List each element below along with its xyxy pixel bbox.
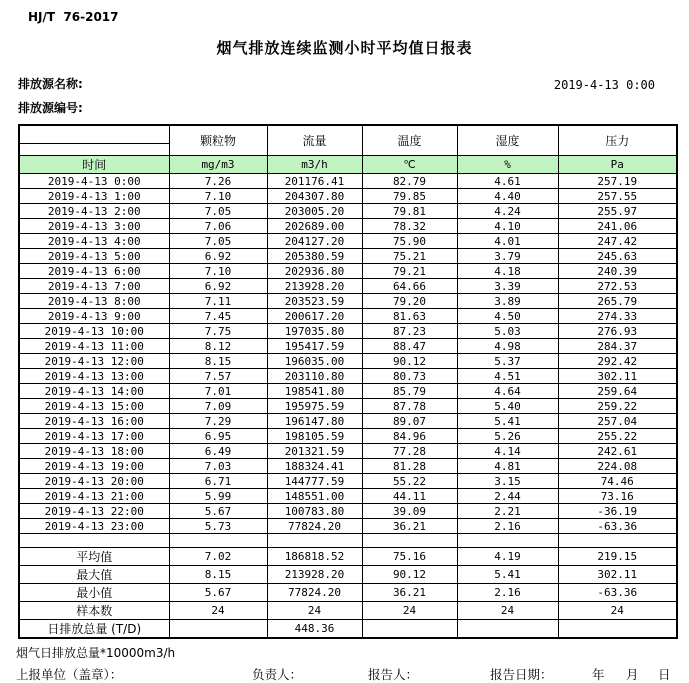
table-row [19, 219, 677, 234]
value-cell: 5.41 [457, 414, 558, 429]
value-cell: 79.21 [362, 264, 457, 279]
value-cell: 8.15 [169, 354, 267, 369]
time-cell: 2019-4-13 7:00 [19, 279, 169, 294]
column-header-particulate: 颗粒物 [169, 125, 267, 156]
value-cell: 24 [267, 602, 362, 620]
value-cell: 81.28 [362, 459, 457, 474]
value-cell: 302.11 [558, 369, 677, 384]
value-cell: 7.11 [169, 294, 267, 309]
value-cell [169, 534, 267, 548]
value-cell: 3.39 [457, 279, 558, 294]
value-cell: 7.05 [169, 204, 267, 219]
value-cell: 75.16 [362, 548, 457, 566]
time-cell: 2019-4-13 10:00 [19, 324, 169, 339]
value-cell: 100783.80 [267, 504, 362, 519]
value-cell: 204127.20 [267, 234, 362, 249]
value-cell: 84.96 [362, 429, 457, 444]
time-cell: 2019-4-13 8:00 [19, 294, 169, 309]
value-cell: 3.79 [457, 249, 558, 264]
value-cell: 259.64 [558, 384, 677, 399]
value-cell: 24 [457, 602, 558, 620]
value-cell [169, 620, 267, 639]
time-cell: 2019-4-13 21:00 [19, 489, 169, 504]
value-cell [457, 534, 558, 548]
time-header: 时间 [19, 156, 169, 174]
value-cell: 148551.00 [267, 489, 362, 504]
column-header-humidity: 湿度 [457, 125, 558, 156]
sum-label: 最小值 [19, 584, 169, 602]
value-cell: 7.05 [169, 234, 267, 249]
year-label: 年 [592, 667, 605, 682]
value-cell: 55.22 [362, 474, 457, 489]
table-row [19, 174, 677, 189]
value-cell: 24 [362, 602, 457, 620]
source-name-label: 排放源名称: [18, 77, 83, 91]
value-cell: 255.22 [558, 429, 677, 444]
time-cell: 2019-4-13 2:00 [19, 204, 169, 219]
value-cell [558, 534, 677, 548]
value-cell: 224.08 [558, 459, 677, 474]
table-row [19, 519, 677, 534]
value-cell: 6.92 [169, 279, 267, 294]
value-cell: 75.21 [362, 249, 457, 264]
value-cell: 257.04 [558, 414, 677, 429]
value-cell: 5.40 [457, 399, 558, 414]
value-cell: 36.21 [362, 519, 457, 534]
value-cell: 7.57 [169, 369, 267, 384]
unit-pressure: Pa [558, 156, 677, 174]
unit-row [19, 156, 677, 174]
unit-temperature: ℃ [362, 156, 457, 174]
source-code-label: 排放源编号: [18, 101, 83, 115]
reporter-label: 报告人： [368, 667, 419, 682]
report-date-label: 报告日期： [490, 667, 553, 682]
value-cell: 197035.80 [267, 324, 362, 339]
column-header-pressure: 压力 [558, 125, 677, 156]
value-cell: 90.12 [362, 566, 457, 584]
table-row [19, 204, 677, 219]
responsible-label: 负责人： [252, 667, 303, 682]
value-cell: 39.09 [362, 504, 457, 519]
value-cell: 7.45 [169, 309, 267, 324]
value-cell: 73.16 [558, 489, 677, 504]
value-cell: 204307.80 [267, 189, 362, 204]
value-cell: 75.90 [362, 234, 457, 249]
table-row [19, 444, 677, 459]
value-cell: 3.15 [457, 474, 558, 489]
time-cell: 2019-4-13 3:00 [19, 219, 169, 234]
value-cell: 202689.00 [267, 219, 362, 234]
value-cell: 198105.59 [267, 429, 362, 444]
value-cell: 77824.20 [267, 584, 362, 602]
value-cell: 5.99 [169, 489, 267, 504]
value-cell: 7.29 [169, 414, 267, 429]
value-cell: 240.39 [558, 264, 677, 279]
time-cell: 2019-4-13 9:00 [19, 309, 169, 324]
sum-label: 日排放总量 (T/D) [19, 620, 169, 639]
unit-humidity: % [457, 156, 558, 174]
table-row [19, 339, 677, 354]
summary-row [19, 620, 677, 639]
value-cell: 80.73 [362, 369, 457, 384]
value-cell: 259.22 [558, 399, 677, 414]
value-cell: 90.12 [362, 354, 457, 369]
time-cell: 2019-4-13 16:00 [19, 414, 169, 429]
value-cell: 74.46 [558, 474, 677, 489]
value-cell: 2.21 [457, 504, 558, 519]
value-cell: 4.19 [457, 548, 558, 566]
time-cell: 2019-4-13 15:00 [19, 399, 169, 414]
value-cell: 7.75 [169, 324, 267, 339]
table-row [19, 189, 677, 204]
meta-row2 [18, 97, 689, 116]
value-cell [457, 620, 558, 639]
value-cell: 5.41 [457, 566, 558, 584]
time-cell: 2019-4-13 20:00 [19, 474, 169, 489]
column-header-temperature: 温度 [362, 125, 457, 156]
unit-particulate: mg/m3 [169, 156, 267, 174]
time-cell: 2019-4-13 22:00 [19, 504, 169, 519]
value-cell: 200617.20 [267, 309, 362, 324]
value-cell: 2.44 [457, 489, 558, 504]
value-cell [267, 534, 362, 548]
value-cell: 7.10 [169, 189, 267, 204]
spacer-row [19, 534, 677, 548]
value-cell: 144777.59 [267, 474, 362, 489]
time-cell: 2019-4-13 23:00 [19, 519, 169, 534]
value-cell: 265.79 [558, 294, 677, 309]
table-row [19, 264, 677, 279]
summary-row [19, 566, 677, 584]
value-cell: 2.16 [457, 584, 558, 602]
value-cell: 2.16 [457, 519, 558, 534]
table-body [19, 174, 677, 639]
value-cell: 79.85 [362, 189, 457, 204]
time-cell: 2019-4-13 4:00 [19, 234, 169, 249]
value-cell: 7.26 [169, 174, 267, 189]
value-cell: 213928.20 [267, 279, 362, 294]
value-cell: 202936.80 [267, 264, 362, 279]
time-cell: 2019-4-13 19:00 [19, 459, 169, 474]
value-cell: 4.10 [457, 219, 558, 234]
value-cell: 242.61 [558, 444, 677, 459]
value-cell: 6.71 [169, 474, 267, 489]
value-cell: 5.37 [457, 354, 558, 369]
value-cell: 24 [558, 602, 677, 620]
value-cell: 3.89 [457, 294, 558, 309]
value-cell: 203523.59 [267, 294, 362, 309]
value-cell: 88.47 [362, 339, 457, 354]
value-cell: 241.06 [558, 219, 677, 234]
value-cell: 4.14 [457, 444, 558, 459]
value-cell: 7.01 [169, 384, 267, 399]
value-cell: 276.93 [558, 324, 677, 339]
table-row [19, 489, 677, 504]
report-datetime: 2019-4-13 0:00 [553, 78, 655, 92]
value-cell: 292.42 [558, 354, 677, 369]
value-cell: 7.09 [169, 399, 267, 414]
value-cell: 4.51 [457, 369, 558, 384]
value-cell: 5.26 [457, 429, 558, 444]
value-cell: 448.36 [267, 620, 362, 639]
table-row [19, 429, 677, 444]
value-cell: 79.20 [362, 294, 457, 309]
time-header-upper-cell [19, 125, 169, 144]
time-cell: 2019-4-13 0:00 [19, 174, 169, 189]
value-cell: -36.19 [558, 504, 677, 519]
report-title: 烟气排放连续监测小时平均值日报表 [216, 39, 473, 57]
table-row [19, 504, 677, 519]
sum-label: 平均值 [19, 548, 169, 566]
time-cell: 2019-4-13 18:00 [19, 444, 169, 459]
summary-row [19, 602, 677, 620]
sum-label: 最大值 [19, 566, 169, 584]
value-cell: 89.07 [362, 414, 457, 429]
total-emission-note: 烟气日排放总量*10000m3/h [16, 646, 176, 660]
time-cell: 2019-4-13 17:00 [19, 429, 169, 444]
table-row [19, 234, 677, 249]
value-cell: 186818.52 [267, 548, 362, 566]
value-cell: 87.23 [362, 324, 457, 339]
table-row [19, 369, 677, 384]
value-cell: 5.67 [169, 584, 267, 602]
time-cell: 2019-4-13 11:00 [19, 339, 169, 354]
time-cell: 2019-4-13 13:00 [19, 369, 169, 384]
value-cell: 64.66 [362, 279, 457, 294]
value-cell: 4.61 [457, 174, 558, 189]
signature-row [0, 663, 689, 683]
table-row [19, 294, 677, 309]
table-row [19, 324, 677, 339]
table-row [19, 249, 677, 264]
value-cell: 4.81 [457, 459, 558, 474]
value-cell: 8.15 [169, 566, 267, 584]
value-cell: 188324.41 [267, 459, 362, 474]
time-header-lower-cell [19, 144, 169, 156]
value-cell: 4.24 [457, 204, 558, 219]
value-cell: 5.67 [169, 504, 267, 519]
value-cell: 195975.59 [267, 399, 362, 414]
time-cell: 2019-4-13 6:00 [19, 264, 169, 279]
value-cell: 257.19 [558, 174, 677, 189]
time-cell: 2019-4-13 1:00 [19, 189, 169, 204]
value-cell: 201321.59 [267, 444, 362, 459]
value-cell: 78.32 [362, 219, 457, 234]
value-cell: 219.15 [558, 548, 677, 566]
day-label: 日 [658, 667, 671, 682]
value-cell: 77824.20 [267, 519, 362, 534]
value-cell: 4.50 [457, 309, 558, 324]
value-cell: 201176.41 [267, 174, 362, 189]
table-row [19, 474, 677, 489]
time-cell: 2019-4-13 14:00 [19, 384, 169, 399]
value-cell: 196147.80 [267, 414, 362, 429]
value-cell: 7.06 [169, 219, 267, 234]
value-cell: 274.33 [558, 309, 677, 324]
hourly-report-table [18, 124, 678, 639]
value-cell: -63.36 [558, 584, 677, 602]
standard-code: HJ/T 76-2017 [28, 10, 119, 24]
value-cell: 195417.59 [267, 339, 362, 354]
value-cell: 203110.80 [267, 369, 362, 384]
report-page [0, 10, 689, 682]
value-cell: 245.63 [558, 249, 677, 264]
value-cell: 7.02 [169, 548, 267, 566]
value-cell: 8.12 [169, 339, 267, 354]
time-cell: 2019-4-13 5:00 [19, 249, 169, 264]
unit-flow: m3/h [267, 156, 362, 174]
value-cell: -63.36 [558, 519, 677, 534]
value-cell: 4.18 [457, 264, 558, 279]
value-cell: 255.97 [558, 204, 677, 219]
value-cell: 205380.59 [267, 249, 362, 264]
table-row [19, 459, 677, 474]
summary-row [19, 548, 677, 566]
sum-label: 样本数 [19, 602, 169, 620]
month-label: 月 [626, 667, 639, 682]
value-cell: 36.21 [362, 584, 457, 602]
time-cell: 2019-4-13 12:00 [19, 354, 169, 369]
value-cell: 24 [169, 602, 267, 620]
value-cell: 4.64 [457, 384, 558, 399]
column-header-flow: 流量 [267, 125, 362, 156]
value-cell: 4.40 [457, 189, 558, 204]
table-row [19, 399, 677, 414]
value-cell [362, 534, 457, 548]
value-cell: 81.63 [362, 309, 457, 324]
value-cell: 5.03 [457, 324, 558, 339]
meta-row [18, 75, 655, 92]
value-cell: 247.42 [558, 234, 677, 249]
report-unit-label: 上报单位（盖章）： [16, 667, 123, 682]
table-row [19, 309, 677, 324]
value-cell: 79.81 [362, 204, 457, 219]
value-cell: 77.28 [362, 444, 457, 459]
value-cell: 6.95 [169, 429, 267, 444]
value-cell: 272.53 [558, 279, 677, 294]
value-cell: 44.11 [362, 489, 457, 504]
value-cell: 203005.20 [267, 204, 362, 219]
value-cell: 82.79 [362, 174, 457, 189]
value-cell: 85.79 [362, 384, 457, 399]
table-row [19, 384, 677, 399]
value-cell: 87.78 [362, 399, 457, 414]
time-cell [19, 534, 169, 548]
value-cell: 196035.00 [267, 354, 362, 369]
value-cell: 213928.20 [267, 566, 362, 584]
value-cell [558, 620, 677, 639]
value-cell: 7.03 [169, 459, 267, 474]
value-cell: 6.92 [169, 249, 267, 264]
value-cell: 5.73 [169, 519, 267, 534]
value-cell: 284.37 [558, 339, 677, 354]
summary-row [19, 584, 677, 602]
table-row [19, 414, 677, 429]
value-cell [362, 620, 457, 639]
table-row [19, 354, 677, 369]
table-row [19, 279, 677, 294]
value-cell: 6.49 [169, 444, 267, 459]
value-cell: 4.98 [457, 339, 558, 354]
value-cell: 4.01 [457, 234, 558, 249]
value-cell: 257.55 [558, 189, 677, 204]
header-row [19, 125, 677, 144]
value-cell: 302.11 [558, 566, 677, 584]
value-cell: 7.10 [169, 264, 267, 279]
value-cell: 198541.80 [267, 384, 362, 399]
